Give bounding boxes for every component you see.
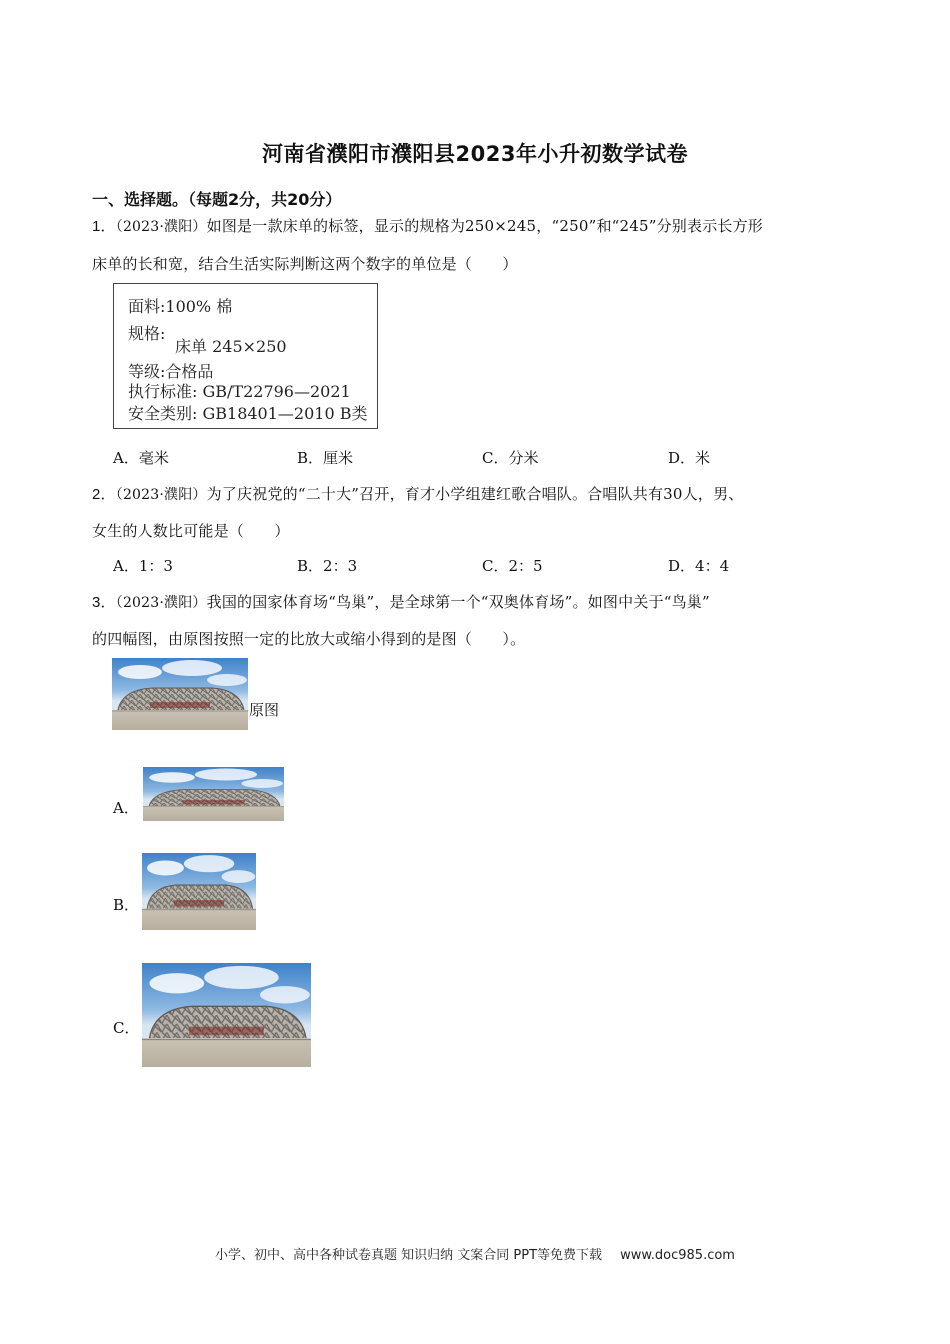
question-tag: （2023·濮阳） bbox=[115, 219, 207, 235]
label-fabric: 面料:100% 棉 bbox=[128, 297, 233, 316]
footer-site-link[interactable]: www.doc985.com bbox=[620, 1248, 735, 1263]
question-tag: （2023·濮阳） bbox=[115, 595, 207, 611]
stadium-image-b[interactable] bbox=[142, 853, 256, 930]
question-number: 1． bbox=[92, 218, 116, 235]
question-text: 我国的国家体育场“鸟巢”，是全球第一个“双奥体育场”。如图中关于“鸟巢” bbox=[206, 593, 710, 611]
footer-text: 小学、初中、高中各种试卷真题 知识归纳 文案合同 PPT等免费下载 bbox=[215, 1248, 603, 1263]
page-footer bbox=[0, 1244, 950, 1263]
question-1 bbox=[92, 215, 763, 236]
question-tag: （2023·濮阳） bbox=[115, 487, 207, 503]
label-spec-key: 规格: bbox=[128, 324, 166, 343]
q3-choice-b-label[interactable]: B． bbox=[113, 896, 140, 914]
stadium-original-image bbox=[112, 658, 248, 730]
q1-option-b[interactable]: B．厘米 bbox=[297, 449, 354, 467]
stadium-image-a[interactable] bbox=[143, 767, 284, 821]
q2-option-d[interactable]: D．4：4 bbox=[668, 557, 730, 575]
question-2-line-2: 女生的人数比可能是（ ） bbox=[92, 522, 290, 540]
bedsheet-label bbox=[113, 283, 378, 429]
label-grade: 等级:合格品 bbox=[128, 362, 214, 381]
question-1-line-2: 床单的长和宽，结合生活实际判断这两个数字的单位是（ ） bbox=[92, 255, 518, 273]
question-3-line-2: 的四幅图，由原图按照一定的比放大或缩小得到的是图（ ）。 bbox=[92, 630, 526, 648]
question-number: 2． bbox=[92, 486, 116, 503]
stadium-image-c[interactable] bbox=[142, 963, 311, 1067]
question-3 bbox=[92, 591, 710, 612]
question-2 bbox=[92, 483, 743, 504]
page-title: 河南省濮阳市濮阳县2023年小升初数学试卷 bbox=[262, 142, 688, 166]
label-safety: 安全类别: GB18401—2010 B类 bbox=[128, 404, 368, 423]
label-spec-value: 床单 245×250 bbox=[175, 337, 287, 356]
question-number: 3． bbox=[92, 594, 116, 611]
question-text: 为了庆祝党的“二十大”召开，育才小学组建红歌合唱队。合唱队共有30人，男、 bbox=[206, 485, 744, 503]
original-image-label: 原图 bbox=[249, 701, 280, 719]
q3-choice-c-label[interactable]: C． bbox=[113, 1019, 140, 1037]
q1-option-a[interactable]: A．毫米 bbox=[113, 449, 169, 467]
q2-option-c[interactable]: C．2：5 bbox=[482, 557, 543, 575]
q2-option-b[interactable]: B．2：3 bbox=[297, 557, 358, 575]
label-standard: 执行标准: GB/T22796—2021 bbox=[128, 382, 351, 401]
q2-option-a[interactable]: A．1：3 bbox=[113, 557, 173, 575]
q1-option-d[interactable]: D．米 bbox=[668, 449, 711, 467]
q1-option-c[interactable]: C．分米 bbox=[482, 449, 539, 467]
section-heading: 一、选择题。（每题2分，共20分） bbox=[92, 190, 342, 209]
q3-choice-a-label[interactable]: A． bbox=[113, 799, 139, 817]
question-text: 如图是一款床单的标签，显示的规格为250×245，“250”和“245”分别表示长方形 bbox=[206, 217, 764, 235]
